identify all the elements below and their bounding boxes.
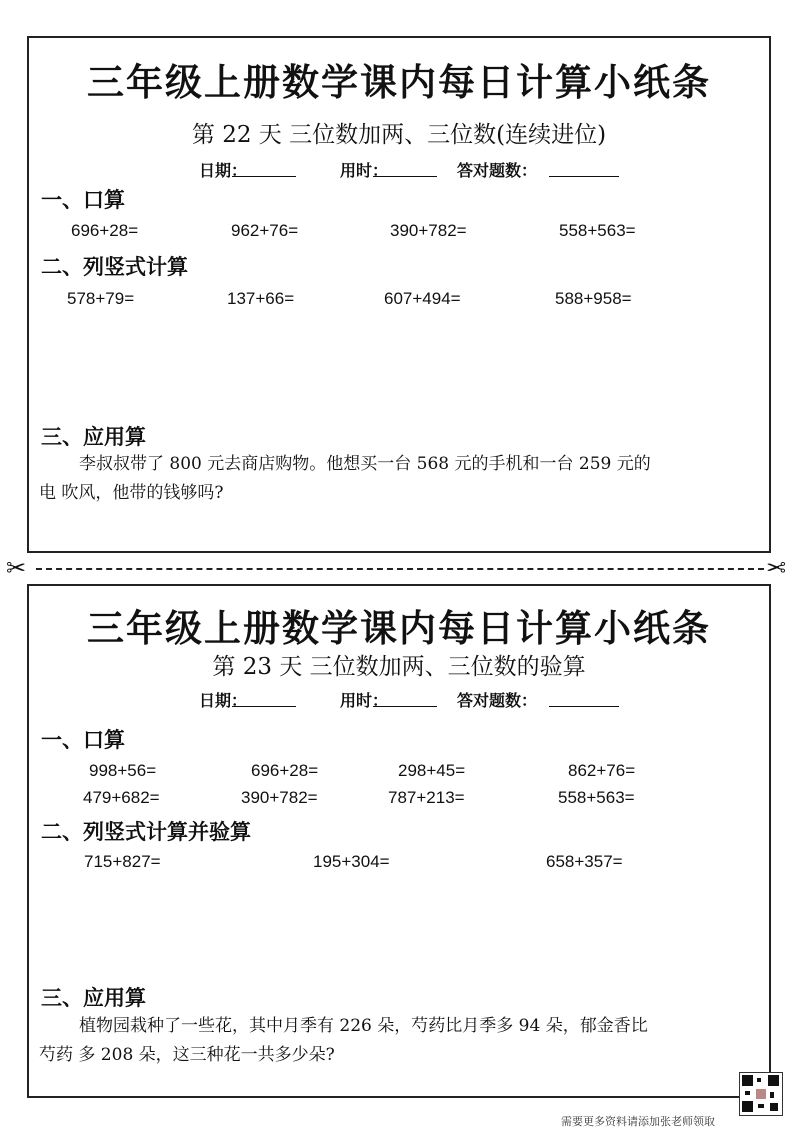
- oral-problem: 696+28=: [71, 221, 139, 240]
- oral-problem: 558+563=: [559, 221, 636, 240]
- oral-problem: 390+782=: [390, 221, 467, 240]
- vertical-problem: 715+827=: [84, 852, 161, 871]
- worksheet-subtitle: 第 23 天 三位数加两、三位数的验算: [212, 654, 586, 680]
- word-problem-line: 芍药 多 208 朵，这三种花一共多少朵?: [39, 1045, 335, 1065]
- score-label: 答对题数：: [457, 163, 538, 180]
- oral-problem: 962+76=: [231, 221, 299, 240]
- date-label: 日期：: [199, 163, 248, 180]
- word-problem-line: 植物园栽种了一些花，其中月季有 226 朵，芍药比月季多 94 朵，郁金香比: [79, 1016, 648, 1036]
- time-label: 用时：: [340, 693, 389, 710]
- vertical-problem: 607+494=: [384, 289, 461, 308]
- scissors-icon: ✂: [6, 554, 27, 582]
- word-problem-line: 电 吹风，他带的钱够吗?: [39, 483, 224, 503]
- worksheet-day-22: [27, 36, 771, 553]
- worksheet-title: 三年级上册数学课内每日计算小纸条: [87, 606, 711, 650]
- time-blank[interactable]: [373, 158, 437, 177]
- worksheet-day-23: [27, 584, 771, 1098]
- oral-problem: 298+45=: [398, 761, 466, 780]
- time-label: 用时：: [340, 163, 389, 180]
- score-blank[interactable]: [549, 158, 619, 177]
- oral-problem: 998+56=: [89, 761, 157, 780]
- score-label: 答对题数：: [457, 693, 538, 710]
- section-vertical-title: 二、列竖式计算并验算: [41, 819, 251, 844]
- vertical-problem: 578+79=: [67, 289, 135, 308]
- section-vertical-title: 二、列竖式计算: [41, 254, 188, 279]
- cut-line: [36, 568, 764, 570]
- word-problem: [39, 450, 763, 508]
- oral-problem: 479+682=: [83, 788, 160, 807]
- date-blank[interactable]: [232, 688, 296, 707]
- oral-problem: 390+782=: [241, 788, 318, 807]
- date-label: 日期：: [199, 693, 248, 710]
- vertical-problem: 588+958=: [555, 289, 632, 308]
- oral-problem: 862+76=: [568, 761, 636, 780]
- worksheet-title: 三年级上册数学课内每日计算小纸条: [87, 60, 711, 104]
- oral-problem: 696+28=: [251, 761, 319, 780]
- oral-problem: 787+213=: [388, 788, 465, 807]
- section-application-title: 三、应用算: [41, 985, 146, 1010]
- section-application-title: 三、应用算: [41, 424, 146, 449]
- vertical-problem: 658+357=: [546, 852, 623, 871]
- worksheet-subtitle: 第 22 天 三位数加两、三位数(连续进位): [191, 122, 607, 148]
- scissors-icon: ✂: [766, 554, 787, 582]
- footer-note: 需要更多资料请添加张老师领取: [561, 1115, 715, 1128]
- time-blank[interactable]: [373, 688, 437, 707]
- qr-code-icon: [739, 1072, 783, 1116]
- word-problem: [39, 1012, 763, 1070]
- section-oral-title: 一、口算: [41, 727, 125, 752]
- date-blank[interactable]: [232, 158, 296, 177]
- score-blank[interactable]: [549, 688, 619, 707]
- vertical-problem: 195+304=: [313, 852, 390, 871]
- vertical-problem: 137+66=: [227, 289, 295, 308]
- section-oral-title: 一、口算: [41, 187, 125, 212]
- oral-problem: 558+563=: [558, 788, 635, 807]
- word-problem-line: 李叔叔带了 800 元去商店购物。他想买一台 568 元的手机和一台 259 元的: [79, 454, 651, 474]
